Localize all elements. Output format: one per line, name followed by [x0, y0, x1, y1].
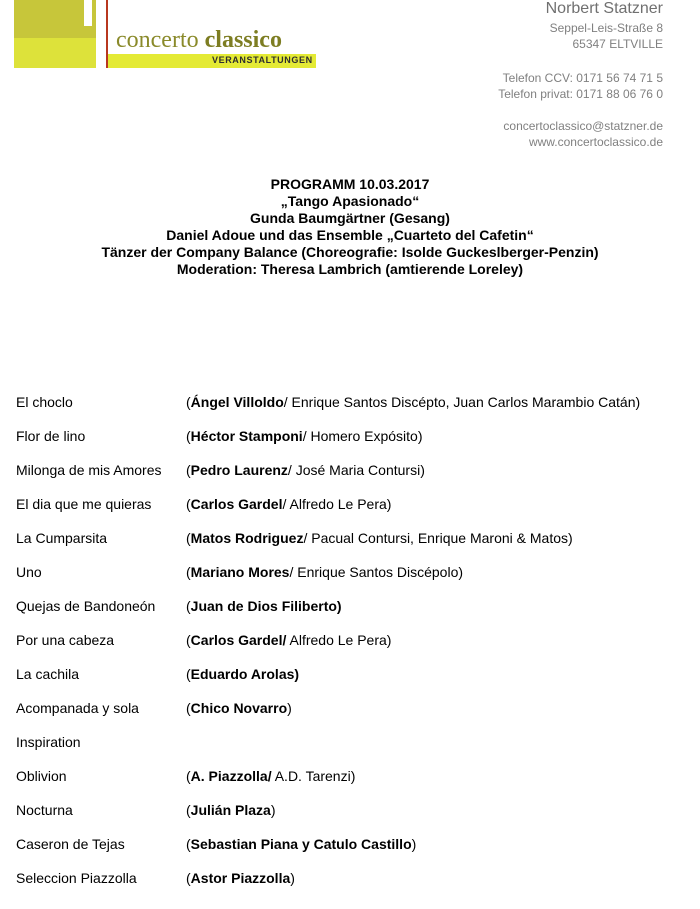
song-credit: (Carlos Gardel/ Alfredo Le Pera): [186, 496, 392, 512]
song-credit: (Ángel Villoldo/ Enrique Santos Discépto, Juan Carlos Marambio Catán): [186, 394, 641, 410]
logo-wordmark: [116, 27, 282, 54]
song-row: [0, 734, 700, 754]
logo-subtitle: VERANSTALTUNGEN: [212, 55, 313, 65]
contact-phone-ccv: Telefon CCV: 0171 56 74 71 5: [502, 71, 663, 85]
song-title: La cachila: [16, 666, 80, 682]
song-credit: (Chico Novarro): [186, 700, 292, 716]
song-credit: (Héctor Stamponi/ Homero Expósito): [186, 428, 423, 444]
program-line-4: Moderation: Theresa Lambrich (amtierende Loreley): [176, 261, 524, 277]
song-row: [0, 700, 700, 720]
song-row: [0, 428, 700, 448]
song-title: Uno: [16, 564, 42, 580]
song-credit: (Astor Piazzolla): [186, 870, 295, 886]
program-line-2: Daniel Adoue und das Ensemble „Cuarteto del Cafetin“: [166, 227, 534, 243]
song-title: El choclo: [16, 394, 73, 410]
song-row: [0, 768, 700, 788]
program-line-1: Gunda Baumgärtner (Gesang): [250, 210, 450, 226]
song-credit: (Julián Plaza): [186, 802, 276, 818]
song-row: [0, 530, 700, 550]
song-title: Inspiration: [16, 734, 81, 750]
song-credit: (Carlos Gardel/ Alfredo Le Pera): [186, 632, 392, 648]
song-title: Acompanada y sola: [16, 700, 139, 716]
logo-word-concerto: concerto: [116, 27, 199, 53]
song-credit: (Mariano Mores/ Enrique Santos Discépolo): [186, 564, 464, 580]
song-row: [0, 598, 700, 618]
song-row: [0, 836, 700, 856]
contact-name: Norbert Statzner: [545, 0, 663, 17]
program-heading: PROGRAMM 10.03.2017: [270, 176, 430, 192]
song-title: Nocturna: [16, 802, 73, 818]
contact-block: [498, 0, 663, 150]
song-title: Oblivion: [16, 768, 67, 784]
song-row: [0, 666, 700, 686]
program-line-3: Tänzer der Company Balance (Choreografie: Isolde Guckeslberger-Penzin): [101, 244, 599, 260]
song-row: [0, 462, 700, 482]
song-credit: (Matos Rodriguez/ Pacual Contursi, Enrique Maroni & Matos): [186, 530, 573, 546]
song-title: El dia que me quieras: [16, 496, 152, 512]
song-row: [0, 564, 700, 584]
song-row: [0, 632, 700, 652]
song-row: [0, 870, 700, 890]
song-title: Por una cabeza: [16, 632, 115, 648]
song-credit: (Pedro Laurenz/ José Maria Contursi): [186, 462, 425, 478]
concerto-classico-logo: [14, 0, 316, 70]
contact-city: 65347 ELTVILLE: [572, 37, 663, 51]
contact-phone-private: Telefon privat: 0171 88 06 76 0: [498, 87, 663, 101]
contact-website[interactable]: www.concertoclassico.de: [528, 135, 663, 149]
program-title: „Tango Apasionado“: [280, 193, 420, 209]
song-row: [0, 394, 700, 414]
song-credit: (Eduardo Arolas): [186, 666, 300, 682]
song-title: Flor de lino: [16, 428, 86, 444]
song-title: Milonga de mis Amores: [16, 462, 162, 478]
song-credit: (Sebastian Piana y Catulo Castillo): [186, 836, 417, 852]
contact-email[interactable]: concertoclassico@statzner.de: [503, 119, 663, 133]
song-row: [0, 802, 700, 822]
logo-block-yellow: [14, 38, 96, 68]
song-title: Caseron de Tejas: [16, 836, 125, 852]
logo-word-classico: classico: [204, 27, 282, 53]
program-header: [0, 176, 700, 278]
song-credit: (A. Piazzolla/ A.D. Tarenzi): [186, 768, 356, 784]
song-row: [0, 496, 700, 516]
contact-street: Seppel-Leis-Straße 8: [549, 21, 663, 35]
logo-notch: [84, 0, 92, 26]
song-title: Seleccion Piazzolla: [16, 870, 137, 886]
song-title: Quejas de Bandoneón: [16, 598, 156, 614]
song-credit: (Juan de Dios Filiberto): [186, 598, 342, 614]
song-title: La Cumparsita: [16, 530, 108, 546]
